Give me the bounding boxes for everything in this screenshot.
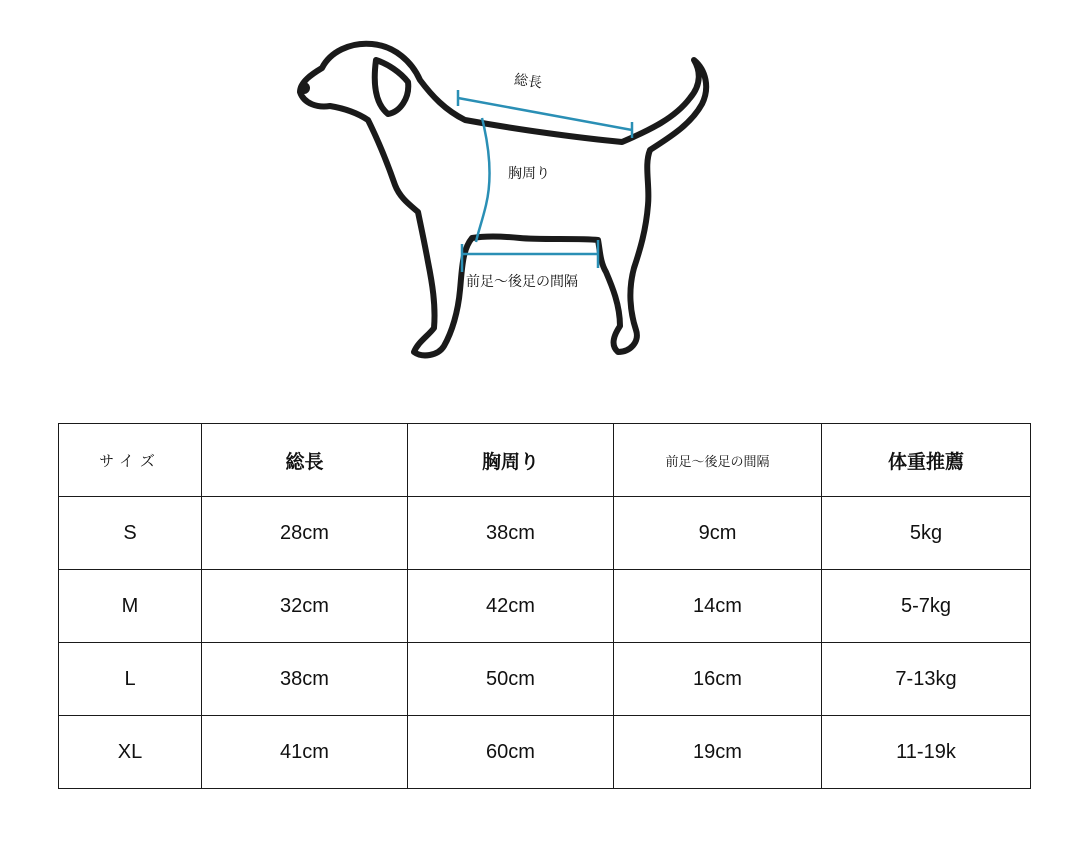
- cell-chest-girth: 42cm: [408, 570, 614, 643]
- cell-chest-girth: 60cm: [408, 716, 614, 789]
- cell-weight: 5kg: [822, 497, 1031, 570]
- cell-total-length: 32cm: [202, 570, 408, 643]
- dog-outline: [300, 44, 706, 356]
- cell-total-length: 41cm: [202, 716, 408, 789]
- leg-distance-label: 前足～後足の間隔: [466, 274, 578, 290]
- cell-leg-distance: 14cm: [614, 570, 822, 643]
- cell-leg-distance: 19cm: [614, 716, 822, 789]
- chest-girth-marker: [476, 118, 489, 242]
- header-leg-distance: 前足～後足の間隔: [614, 424, 822, 497]
- table-row: [59, 716, 1031, 789]
- size-chart-table: [58, 423, 1031, 789]
- cell-size: S: [59, 497, 202, 570]
- cell-weight: 7-13kg: [822, 643, 1031, 716]
- table-row: [59, 497, 1031, 570]
- total-length-label: 総長: [513, 71, 543, 92]
- cell-size: M: [59, 570, 202, 643]
- table-header-row: [59, 424, 1031, 497]
- cell-total-length: 38cm: [202, 643, 408, 716]
- cell-weight: 5-7kg: [822, 570, 1031, 643]
- cell-size: L: [59, 643, 202, 716]
- cell-size: XL: [59, 716, 202, 789]
- table-row: [59, 643, 1031, 716]
- cell-chest-girth: 38cm: [408, 497, 614, 570]
- chest-girth-label: 胸周り: [508, 166, 550, 182]
- header-recommended-weight: 体重推薦: [822, 424, 1031, 497]
- header-chest-girth: 胸周り: [408, 424, 614, 497]
- cell-chest-girth: 50cm: [408, 643, 614, 716]
- cell-leg-distance: 9cm: [614, 497, 822, 570]
- header-size: サイズ: [59, 424, 202, 497]
- cell-weight: 11-19k: [822, 716, 1031, 789]
- leg-distance-marker: [462, 240, 598, 272]
- table-row: [59, 570, 1031, 643]
- cell-total-length: 28cm: [202, 497, 408, 570]
- cell-leg-distance: 16cm: [614, 643, 822, 716]
- header-total-length: 総長: [202, 424, 408, 497]
- dog-measurement-diagram: [0, 0, 1081, 380]
